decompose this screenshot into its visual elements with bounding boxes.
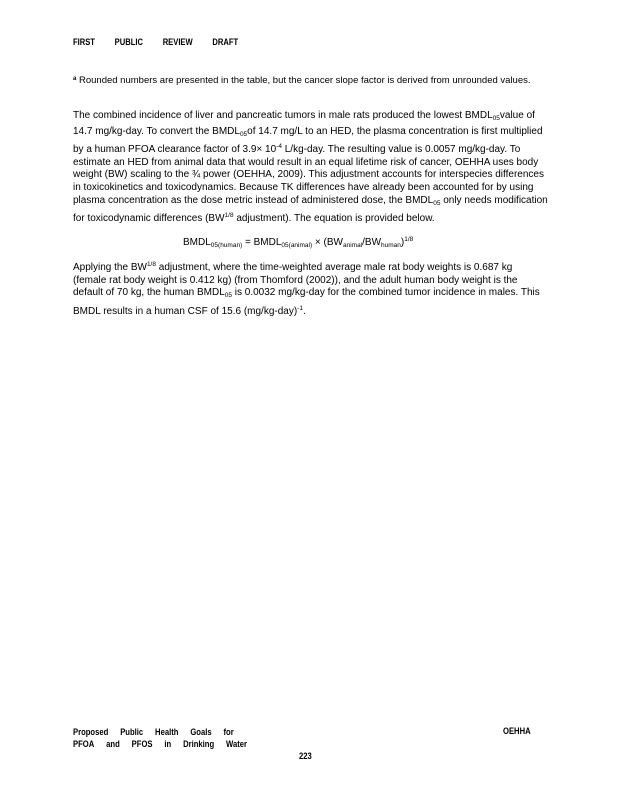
table-footnote	[73, 73, 543, 87]
header-word: REVIEW	[162, 37, 193, 48]
footnote-text: Rounded numbers are presented in the table, but the cancer slope factor is derived from unrounded values.	[78, 75, 531, 86]
footer-word: for	[223, 727, 234, 737]
footer-word: PFOA	[73, 739, 95, 749]
text-run: L/kg-day. The resulting value is 0.0057 mg/kg-day. To estimate an HED from animal data that would result in an equal lifetime risk of cancer, OEHHA uses body weight (BW) scaling to the ¾ power (OEHHA, 2009). This adjustment accounts for interspecies differences in toxicokinetics and toxicodynamics. Because TK differences have already been accounted for by using plasma concentration as the dose metric instead of administered dose, the BMDL	[73, 144, 544, 206]
footer-agency: OEHHA	[503, 726, 531, 736]
header-word: FIRST	[73, 37, 95, 48]
footnote-marker: a	[73, 76, 77, 82]
footer-word: Water	[226, 739, 248, 749]
header-word: DRAFT	[212, 37, 239, 48]
subscript: 05	[239, 130, 248, 138]
header-word: PUBLIC	[114, 37, 143, 48]
text-run: only needs modification for toxicodynamic differences (BW	[73, 194, 548, 225]
superscript: -4	[276, 143, 282, 151]
footer-word: Proposed	[73, 727, 109, 737]
footer-word: PFOS	[131, 739, 153, 749]
eq-subscript: animal	[342, 242, 363, 249]
paragraph-bw-adjustment	[73, 259, 548, 318]
paragraph-cancer-hed	[73, 110, 548, 226]
eq-term: /BW	[362, 237, 382, 248]
text-run: adjustment, where the time-weighted average male rat body weights is 0.687 kg (female rat body weight is 0.412 kg) (from Thomford (2002)), and the adult human body weight is the default of 70 kg, the human BMDL	[73, 262, 518, 299]
draft-header	[73, 37, 256, 48]
subscript: 05	[224, 292, 232, 300]
text-run: .	[302, 305, 306, 317]
footer-word: and	[106, 739, 120, 749]
bw-scaling-equation	[183, 236, 413, 249]
footer-word: in	[164, 739, 172, 749]
text-run: of 14.7 mg/L to an HED, the plasma concentration is first multiplied by a human PFOA clearance factor of 3.9× 10	[73, 125, 543, 156]
footer-document-title	[73, 726, 259, 750]
footer-word: Public	[120, 727, 144, 737]
text-run: is 0.0032 mg/kg-day for the combined tumor incidence in males. This BMDL results in a human CSF of 15.6 (mg/kg-day)	[73, 287, 540, 317]
footer-word: Goals	[190, 727, 212, 737]
eq-term: = BMDL	[242, 237, 282, 248]
eq-term: BMDL	[183, 237, 211, 248]
text-run: The combined incidence of liver and pancreatic tumors in male rats produced the lowest BMDL	[73, 110, 493, 121]
subscript: 05	[492, 115, 500, 122]
page-number: 223	[299, 751, 312, 761]
text-run: Applying the BW	[73, 262, 147, 273]
superscript: 1/8	[224, 212, 234, 220]
eq-subscript: 05(human)	[210, 242, 243, 249]
text-run: adjustment). The equation is provided below.	[233, 213, 435, 225]
superscript: -1	[297, 304, 303, 312]
subscript: 05	[433, 199, 441, 207]
eq-term: × (BW	[312, 237, 343, 248]
superscript: 1/8	[146, 261, 156, 268]
footer-line	[73, 738, 259, 750]
eq-subscript: 05(animal)	[281, 242, 313, 249]
footer-word: Drinking	[183, 739, 215, 749]
footer-word: Health	[155, 727, 179, 737]
eq-term: )	[400, 237, 405, 248]
footer-line	[73, 726, 259, 738]
eq-subscript: human	[381, 242, 401, 249]
text-run: value of 14.7 mg/kg-day. To convert the BMDL	[73, 110, 535, 137]
eq-exponent: 1/8	[404, 236, 414, 243]
